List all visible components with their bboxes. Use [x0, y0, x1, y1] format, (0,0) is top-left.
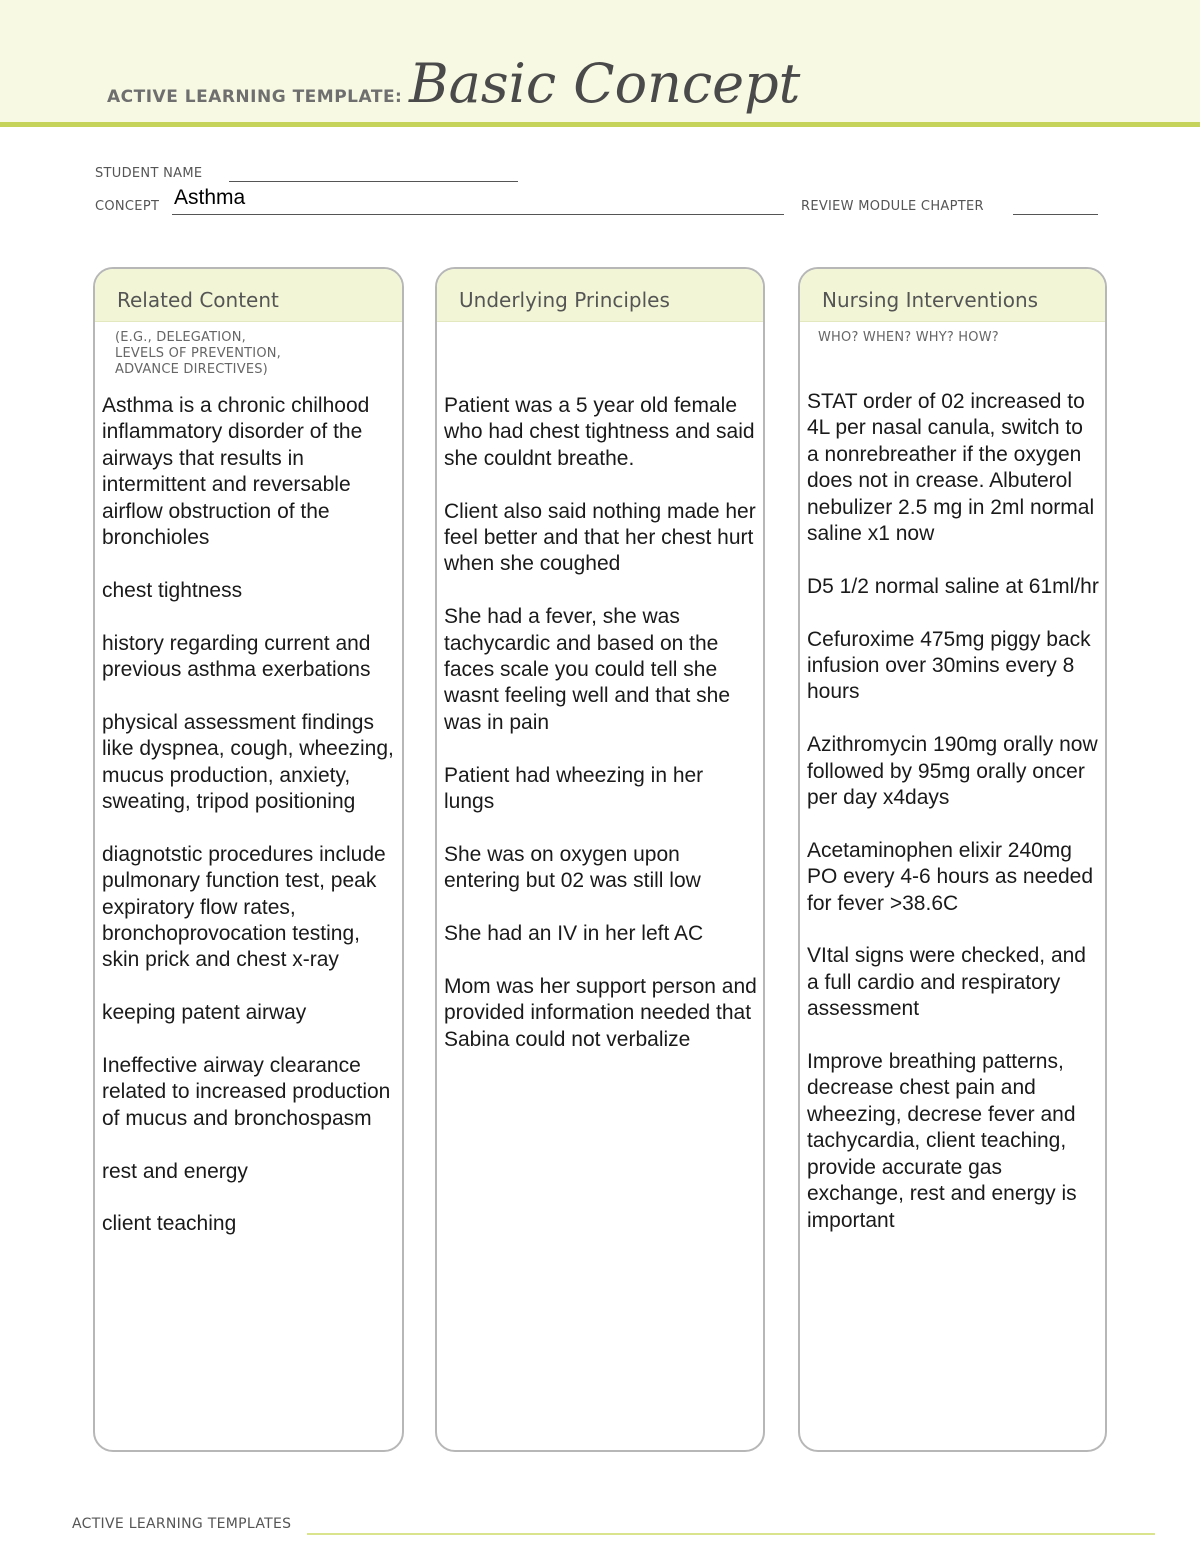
underlying-principles-title: Underlying Principles	[459, 288, 670, 312]
nursing-interventions-card	[798, 267, 1107, 1452]
footer-label: ACTIVE LEARNING TEMPLATES	[72, 1516, 292, 1532]
related-content-subtitle	[115, 330, 281, 378]
intervention-paragraph: Cefuroxime 475mg piggy back infusion over 30mins every 8 hours	[807, 627, 1091, 704]
subtitle-line: (E.G., DELEGATION,	[115, 330, 246, 345]
student-name-field[interactable]	[229, 181, 518, 182]
related-content-title: Related Content	[117, 288, 279, 312]
intervention-paragraph: Acetaminophen elixir 240mg PO every 4-6 hours as needed for fever >38.6C	[807, 838, 1094, 915]
concept-value: Asthma	[174, 186, 246, 209]
principle-paragraph: Mom was her support person and provided information needed that Sabina could not verbalize	[444, 974, 757, 1051]
subtitle-line: LEVELS OF PREVENTION,	[115, 346, 282, 361]
underlying-principles-body[interactable]	[444, 393, 757, 1079]
related-paragraph: diagnotstic procedures include pulmonary function test, peak expiratory flow rates, bronchoprovocation testing, skin prick and chest x-ray	[102, 842, 386, 972]
principle-paragraph: She had an IV in her left AC	[444, 922, 704, 946]
related-paragraph: client teaching	[102, 1212, 237, 1236]
related-content-header	[95, 269, 402, 322]
principle-paragraph: Patient was a 5 year old female who had chest tightness and said she couldnt breathe.	[444, 394, 755, 470]
underlying-principles-card	[435, 267, 765, 1452]
related-paragraph: rest and energy	[102, 1159, 248, 1183]
concept-label: CONCEPT	[95, 199, 160, 214]
review-module-label: REVIEW MODULE CHAPTER	[801, 199, 984, 214]
related-paragraph: Ineffective airway clearance related to increased production of mucus and bronchospasm	[102, 1054, 391, 1130]
nursing-interventions-header	[800, 269, 1105, 322]
header-rule	[0, 122, 1200, 127]
related-content-body[interactable]	[102, 393, 396, 1264]
template-label: ACTIVE LEARNING TEMPLATE:	[107, 87, 403, 107]
related-content-card	[93, 267, 404, 1452]
nursing-interventions-title: Nursing Interventions	[822, 288, 1039, 312]
footer-rule	[307, 1533, 1155, 1535]
intervention-paragraph: Azithromycin 190mg orally now followed by 95mg orally oncer per day x4days	[807, 733, 1098, 810]
principle-paragraph: Patient had wheezing in her lungs	[444, 763, 704, 814]
related-paragraph: physical assessment findings like dyspnea, cough, wheezing, mucus production, anxiety, sweating, tripod positioning	[102, 710, 394, 814]
intervention-paragraph: VItal signs were checked, and a full cardio and respiratory assessment	[807, 944, 1086, 1021]
related-paragraph: keeping patent airway	[102, 1001, 307, 1025]
concept-field[interactable]	[172, 214, 784, 215]
nursing-interventions-body[interactable]	[807, 389, 1099, 1260]
underlying-principles-header	[437, 269, 763, 322]
intervention-paragraph: STAT order of 02 increased to 4L per nasal canula, switch to a nonrebreather if the oxygen does not in crease. Albuterol nebulizer 2.5 mg in 2ml normal saline x1 now	[807, 390, 1095, 546]
intervention-paragraph: Improve breathing patterns, decrease chest pain and wheezing, decrese fever and tachycardia, client teaching, provide accurate gas exchange, rest and energy is important	[807, 1050, 1077, 1232]
template-title: Basic Concept	[409, 52, 801, 115]
principle-paragraph: She had a fever, she was tachycardic and based on the faces scale you could tell she wasnt feeling well and that she was in pain	[444, 605, 731, 734]
related-paragraph: chest tightness	[102, 578, 243, 602]
review-module-field[interactable]	[1013, 214, 1098, 215]
student-name-label: STUDENT NAME	[95, 166, 203, 181]
intervention-paragraph: D5 1/2 normal saline at 61ml/hr	[807, 574, 1099, 598]
principle-paragraph: She was on oxygen upon entering but 02 was still low	[444, 842, 701, 893]
principle-paragraph: Client also said nothing made her feel better and that her chest hurt when she coughed	[444, 499, 756, 576]
related-paragraph: history regarding current and previous asthma exerbations	[102, 631, 371, 682]
related-paragraph: Asthma is a chronic chilhood inflammatory disorder of the airways that results in intermittent and reversable airflow obstruction of the bronchioles	[102, 394, 370, 550]
subtitle-line: ADVANCE DIRECTIVES)	[115, 362, 268, 377]
nursing-interventions-subtitle: WHO? WHEN? WHY? HOW?	[818, 330, 999, 345]
